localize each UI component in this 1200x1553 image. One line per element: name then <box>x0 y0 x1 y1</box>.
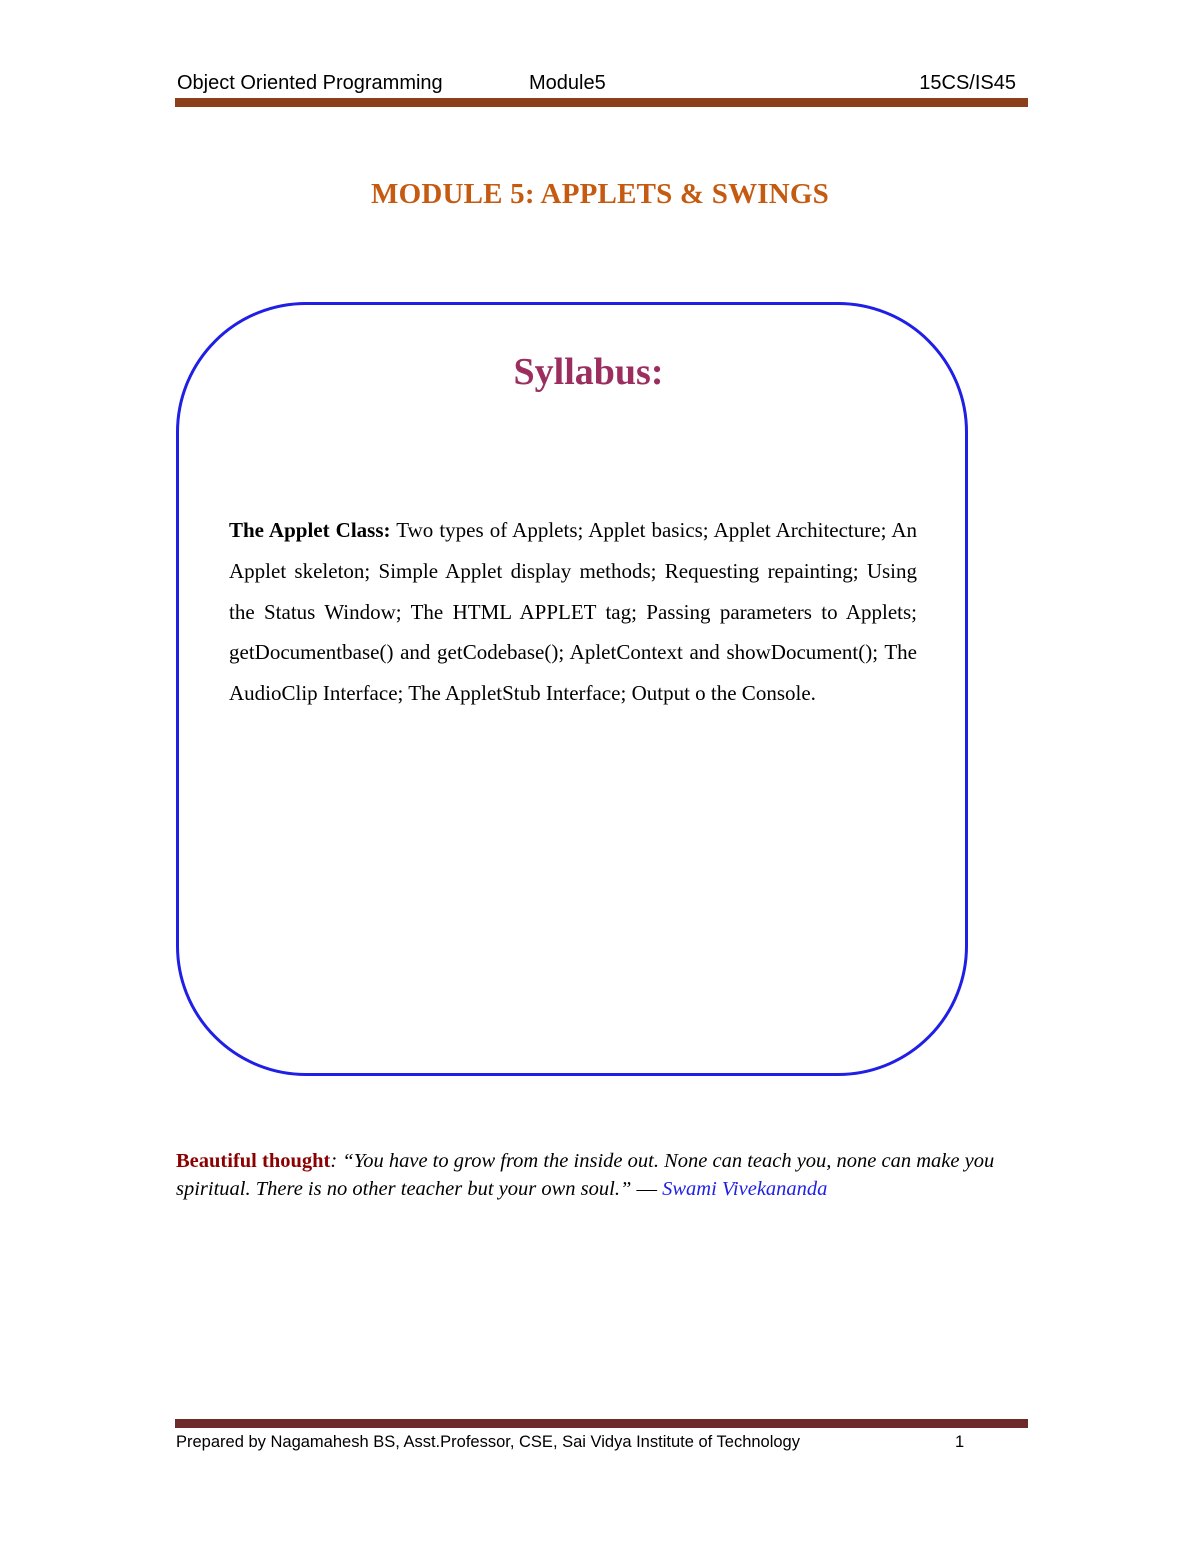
syllabus-body <box>229 510 917 714</box>
thought-quote: “You have to grow from the inside out. None can teach you, none can make you spiritual. There is no other teacher but your own soul.” ― <box>176 1150 995 1200</box>
syllabus-text: Two types of Applets; Applet basics; Applet Architecture; An Applet skeleton; Simple Applet display methods; Requesting repainting; Using the Status Window; The HTML APPLET tag; Passing parameters to Applets; getDocumentbase() and getCodebase(); ApletContext and showDocument(); The AudioClip Interface; The AppletStub Interface; Output o the Console. <box>229 518 918 706</box>
thought-author-link[interactable]: Swami Vivekananda <box>662 1177 828 1200</box>
footer-divider <box>175 1419 1028 1428</box>
page-title: MODULE 5: APPLETS & SWINGS <box>371 178 829 210</box>
page-footer <box>176 1433 976 1452</box>
header-course-code: 15CS/IS45 <box>919 72 1016 94</box>
thought-label: Beautiful thought <box>176 1150 331 1172</box>
header-divider <box>175 98 1028 107</box>
beautiful-thought <box>176 1148 996 1203</box>
footer-prepared-by: Prepared by Nagamahesh BS, Asst.Professor, CSE, Sai Vidya Institute of Technology <box>176 1433 800 1451</box>
thought-colon: : <box>330 1150 338 1172</box>
syllabus-label: The Applet Class: <box>229 518 391 542</box>
syllabus-heading: Syllabus: <box>513 351 664 393</box>
header-module: Module5 <box>529 72 606 94</box>
header-course-title: Object Oriented Programming <box>177 72 443 94</box>
page-header <box>175 70 1028 100</box>
page-number: 1 <box>955 1433 965 1451</box>
